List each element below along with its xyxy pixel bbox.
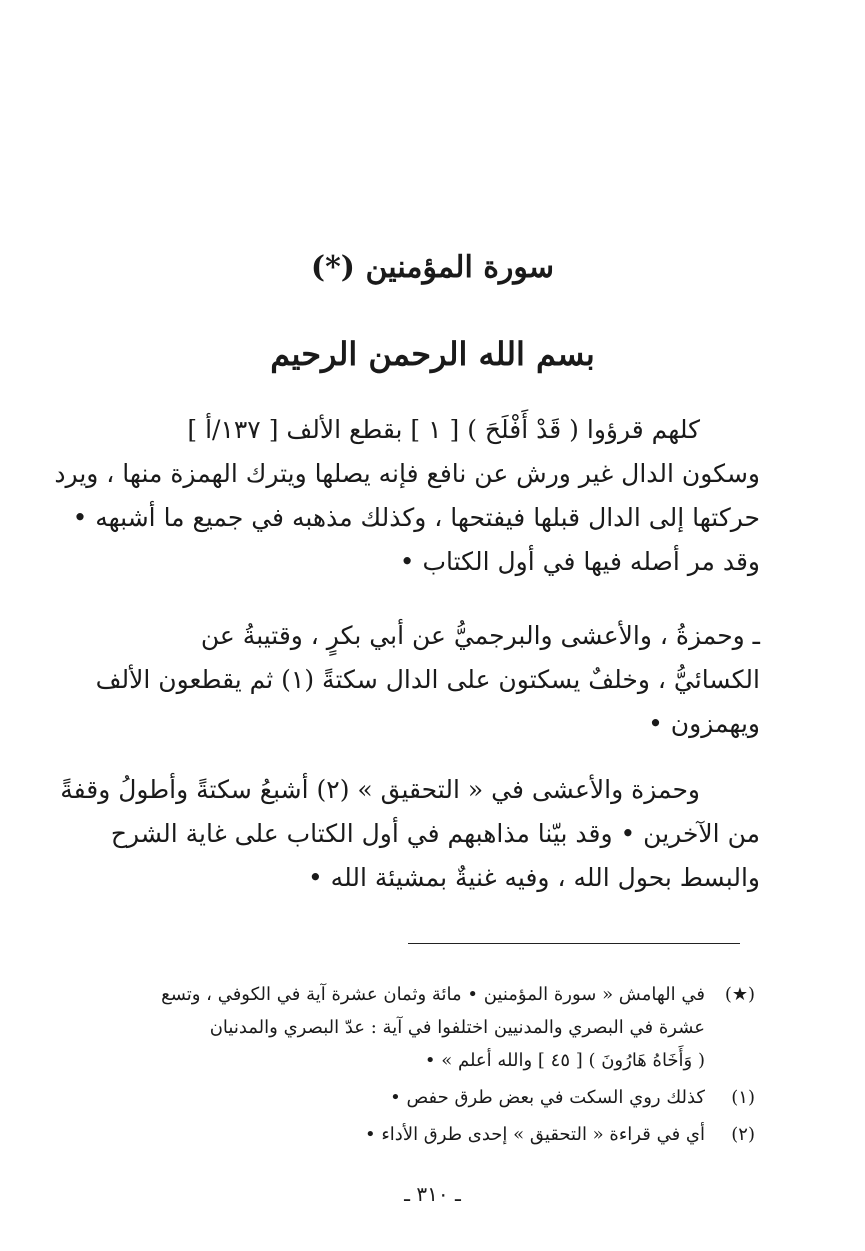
paragraph-line: وقد مر أصله فيها في أول الكتاب • <box>399 547 760 576</box>
footnote-line: في الهامش « سورة المؤمنين • مائة وثمان عشرة آية في الكوفي ، وتسع <box>161 984 705 1005</box>
footnote-line: كذلك روي السكت في بعض طرق حفص • <box>390 1087 705 1108</box>
footnote-line: ( وَأَخَاهُ هَارُونَ ) [ ٤٥ ] والله أعلم » • <box>424 1050 705 1071</box>
footnote-1 <box>95 1081 755 1114</box>
footnote-separator <box>408 943 740 944</box>
paragraph-1 <box>54 408 760 584</box>
footnote-line: أي في قراءة « التحقيق » إحدى طرق الأداء • <box>365 1124 705 1145</box>
paragraph-2 <box>95 614 760 746</box>
footnote-2 <box>95 1118 755 1151</box>
paragraph-3 <box>60 768 760 900</box>
footnote-mark: (١) <box>731 1087 755 1108</box>
paragraph-line: وسكون الدال غير ورش عن نافع فإنه يصلها ويترك الهمزة منها ، ويرد <box>54 459 760 488</box>
footnote-text <box>95 1081 705 1114</box>
paragraph-line: وحمزة والأعشى في « التحقيق » (٢) أشبعُ سكتةً وأطولُ وقفةً <box>60 775 700 804</box>
footnote-star <box>95 978 755 1077</box>
footnote-mark: (★) <box>724 984 755 1005</box>
footnote-text <box>95 1118 705 1151</box>
footnote-line: عشرة في البصري والمدنيين اختلفوا في آية : عدّ البصري والمدنيان <box>209 1017 705 1038</box>
footnote-mark: (٢) <box>731 1124 755 1145</box>
paragraph-line: ـ وحمزةُ ، والأعشى والبرجميُّ عن أبي بكرٍ ، وقتيبةُ عن <box>200 621 760 650</box>
paragraph-line: والبسط بحول الله ، وفيه غنيةٌ بمشيئة الله • <box>307 863 760 892</box>
paragraph-line: حركتها إلى الدال قبلها فيفتحها ، وكذلك مذهبه في جميع ما أشبهه • <box>72 503 760 532</box>
paragraph-line: الكسائيُّ ، وخلفٌ يسكتون على الدال سكتةً (١) ثم يقطعون الألف <box>95 665 760 694</box>
paragraph-line: ويهمزون • <box>648 709 760 738</box>
footnotes <box>95 978 755 1155</box>
surah-title: سورة المؤمنين (*) <box>310 250 555 285</box>
paragraph-line: كلهم قرؤوا ( قَدْ أَفْلَحَ ) [ ١ ] بقطع الألف [ ١٣٧/أ ] <box>187 415 700 444</box>
page-number: ـ ٣١٠ ـ <box>404 1182 461 1206</box>
footnote-text <box>95 978 705 1077</box>
paragraph-line: من الآخرين • وقد بيّنا مذاهبهم في أول الكتاب على غاية الشرح <box>110 819 760 848</box>
basmala-heading: بسم الله الرحمن الرحيم <box>270 335 595 373</box>
